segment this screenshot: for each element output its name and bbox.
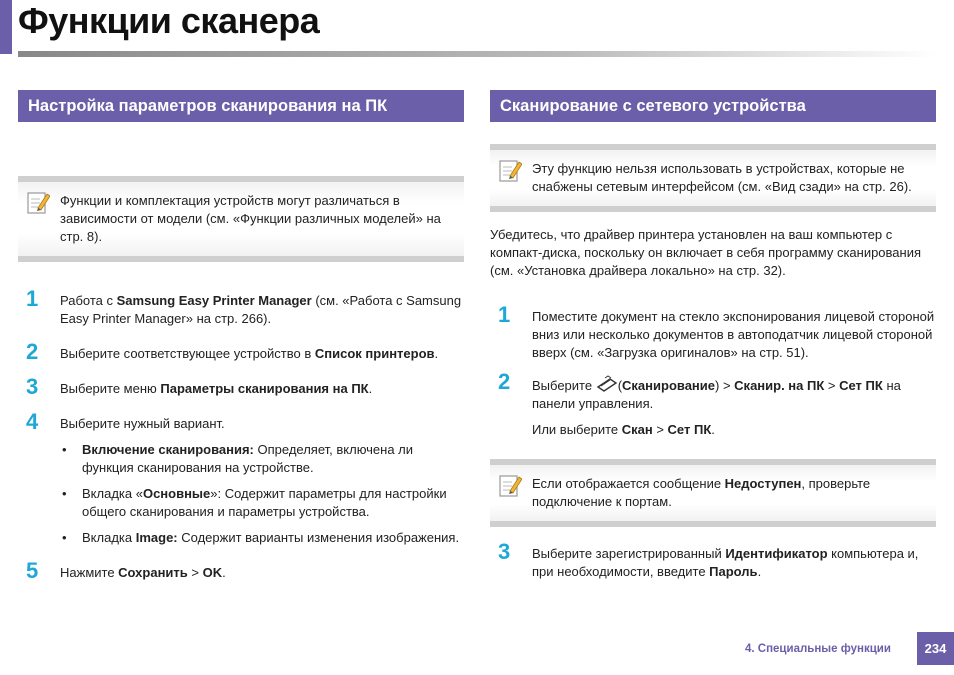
step-number: 2 bbox=[26, 339, 39, 364]
step-alt-text: Или выберите Скан > Сет ПК. bbox=[532, 422, 715, 437]
step-number: 3 bbox=[498, 539, 511, 564]
step-text: Нажмите Сохранить > OK. bbox=[60, 565, 226, 580]
step-text: Работа с Samsung Easy Printer Manager (см. «Работа с Samsung Easy Printer Manager» на стр. 266). bbox=[60, 293, 462, 326]
step-number: 1 bbox=[26, 286, 39, 311]
note-box bbox=[490, 144, 936, 212]
step-2 bbox=[490, 369, 936, 439]
note-pencil-icon bbox=[26, 190, 50, 216]
step-1 bbox=[18, 286, 464, 328]
list-item: • Включение сканирования: Определяет, включена ли функция сканирования на устройстве. bbox=[60, 441, 464, 477]
step-number: 1 bbox=[498, 302, 511, 327]
title-accent-bar bbox=[0, 0, 12, 54]
step-text: Выберите зарегистрированный Идентификатор компьютера и, при необходимости, введите Пароль. bbox=[532, 546, 919, 579]
footer-section-label: 4. Специальные функции bbox=[745, 643, 891, 655]
intro-text: Убедитесь, что драйвер принтера установлен на ваш компьютер с компакт-диска, поскольку он включает в себя программу сканирования (см. «Установка драйвера локально» на стр. 32). bbox=[490, 227, 922, 278]
list-item: • Вкладка Image: Содержит варианты изменения изображения. bbox=[60, 529, 464, 547]
note-box bbox=[18, 176, 464, 262]
note-pencil-icon bbox=[498, 158, 522, 184]
page-title: Функции сканера bbox=[18, 0, 320, 41]
step-5 bbox=[18, 558, 464, 583]
step-number: 2 bbox=[498, 369, 511, 394]
section-heading-network-scan: Сканирование с сетевого устройства bbox=[490, 90, 936, 122]
list-item: • Вкладка «Основные»: Содержит параметры для настройки общего сканирования и параметры устройства. bbox=[60, 485, 464, 521]
note-text: Эту функцию нельзя использовать в устройствах, которые не снабжены сетевым интерфейсом (см. «Вид сзади» на стр. 26). bbox=[532, 161, 912, 194]
step-text: Выберите меню Параметры сканирования на ПК. bbox=[60, 381, 373, 396]
step-number: 4 bbox=[26, 409, 39, 434]
step-text: Выберите (Сканирование) > Сканир. на ПК > Сет ПК на панели управления. bbox=[532, 375, 936, 413]
step-2 bbox=[18, 339, 464, 364]
page-number: 234 bbox=[917, 632, 954, 665]
left-column bbox=[18, 90, 464, 582]
note-text: Функции и комплектация устройств могут различаться в зависимости от модели (см. «Функции различных моделей» на стр. 8). bbox=[60, 193, 441, 244]
note-box bbox=[490, 459, 936, 527]
step-4 bbox=[18, 409, 464, 547]
options-list bbox=[60, 441, 464, 547]
step-number: 5 bbox=[26, 558, 39, 583]
step-number: 3 bbox=[26, 374, 39, 399]
step-1 bbox=[490, 302, 936, 362]
step-text: Выберите соответствующее устройство в Список принтеров. bbox=[60, 346, 439, 361]
right-column bbox=[490, 90, 936, 581]
step-text: Выберите нужный вариант. bbox=[60, 416, 225, 431]
scan-icon bbox=[596, 375, 618, 393]
step-text: Поместите документ на стекло экспонирования лицевой стороной вниз или несколько документов в автоподатчик лицевой стороной вверх (см. «Загрузка оригиналов» на стр. 51). bbox=[532, 309, 935, 360]
note-pencil-icon bbox=[498, 473, 522, 499]
section-heading-pc-scan: Настройка параметров сканирования на ПК bbox=[18, 90, 464, 122]
step-3 bbox=[490, 539, 936, 581]
note-text: Если отображается сообщение Недоступен, проверьте подключение к портам. bbox=[532, 476, 871, 509]
title-divider bbox=[18, 51, 938, 57]
step-3 bbox=[18, 374, 464, 399]
